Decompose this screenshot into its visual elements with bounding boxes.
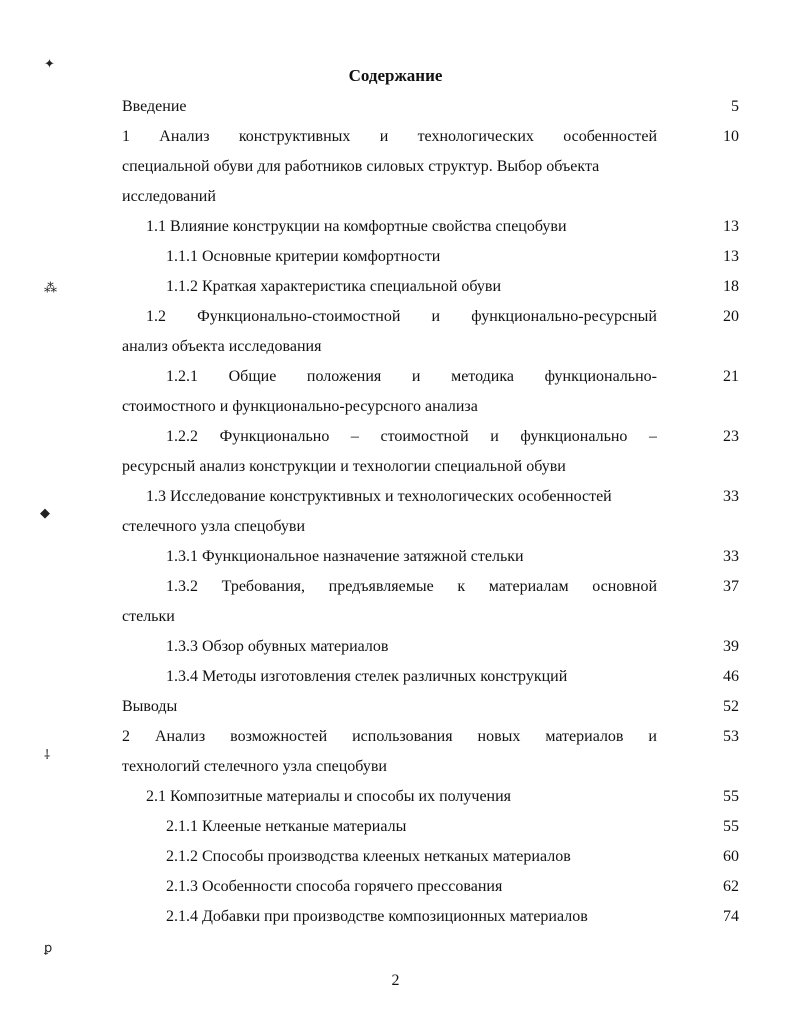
toc-entry-page: 5 <box>731 98 739 115</box>
toc-entry-text: 1 Анализ конструктивных и технологических особенностей <box>122 128 657 145</box>
toc-entry-text: 2.1.1 Клееные нетканые материалы <box>166 818 407 835</box>
toc-entry-page: 55 <box>723 788 739 805</box>
toc-entry-text: ресурсный анализ конструкции и технологии специальной обуви <box>122 458 566 475</box>
toc-entry-text: 2.1 Композитные материалы и способы их получения <box>146 788 512 805</box>
toc-entry-text: 1.1 Влияние конструкции на комфортные свойства спецобуви <box>146 218 567 235</box>
scan-mark-icon: ✦ <box>44 56 55 71</box>
toc-entry-text: 1.3.1 Функциональное назначение затяжной стельки <box>166 548 524 565</box>
toc-entry-page: 13 <box>723 218 739 235</box>
toc-entry-page: 74 <box>723 908 739 925</box>
toc-entry-text: Выводы <box>122 698 178 715</box>
toc-entry-text: 1.2.2 Функционально – стоимостной и функционально – <box>166 428 657 445</box>
toc-entry-text: исследований <box>122 188 216 205</box>
toc-entry-page: 39 <box>723 638 739 655</box>
toc-entry-text: стелечного узла спецобуви <box>122 518 306 535</box>
toc-entry-text: 1.1.2 Краткая характеристика специальной обуви <box>166 278 502 295</box>
toc-entry-text: 1.1.1 Основные критерии комфортности <box>166 248 441 265</box>
toc-entry-page: 10 <box>723 128 739 145</box>
toc-entry-page: 33 <box>723 488 739 505</box>
toc-entry-text: 2.1.4 Добавки при производстве композиционных материалов <box>166 908 588 925</box>
page-number: 2 <box>391 972 400 989</box>
toc-entry-page: 60 <box>723 848 739 865</box>
scan-mark-icon: ⸸ <box>44 747 51 762</box>
toc-entry-page: 37 <box>723 578 739 595</box>
toc-entry-text: стельки <box>122 608 175 625</box>
toc-entry-page: 18 <box>723 278 739 295</box>
toc-entry-page: 20 <box>723 308 739 325</box>
toc-entry-page: 53 <box>723 728 739 745</box>
toc-entry-page: 55 <box>723 818 739 835</box>
toc-entry-text: 1.3.2 Требования, предъявляемые к материалам основной <box>166 578 657 595</box>
toc-entry-text: стоимостного и функционально-ресурсного анализа <box>122 398 478 415</box>
toc-entry-page: 62 <box>723 878 739 895</box>
page-title: Содержание <box>348 66 443 85</box>
toc-entry-text: 2.1.2 Способы производства клееных нетканых материалов <box>166 848 571 865</box>
scan-mark-icon: ꝑ <box>44 940 53 955</box>
toc-entry-text: 1.3 Исследование конструктивных и технологических особенностей <box>146 488 612 505</box>
toc-entry-page: 33 <box>723 548 739 565</box>
toc-entry-text: анализ объекта исследования <box>122 338 322 355</box>
toc-entry-text: 1.3.3 Обзор обувных материалов <box>166 638 389 655</box>
toc-entry-text: специальной обуви для работников силовых структур. Выбор объекта <box>122 158 600 175</box>
toc-entry-text: технологий стелечного узла спецобуви <box>122 758 387 775</box>
toc-entry-page: 46 <box>723 668 739 685</box>
toc-entry-text: 1.2 Функционально-стоимостной и функционально-ресурсный <box>146 308 657 325</box>
toc-entry-page: 52 <box>723 698 739 715</box>
toc-entry-text: 2.1.3 Особенности способа горячего прессования <box>166 878 503 895</box>
toc-entry-text: 2 Анализ возможностей использования новых материалов и <box>122 728 657 745</box>
toc-entry-text: 1.2.1 Общие положения и методика функционально- <box>166 368 657 385</box>
scan-mark-icon: ⁂ <box>44 280 57 295</box>
toc-entry-text: Введение <box>122 98 187 115</box>
toc-entry-page: 23 <box>723 428 739 445</box>
toc-entry-text: 1.3.4 Методы изготовления стелек различных конструкций <box>166 668 568 685</box>
toc-entry-page: 21 <box>723 368 739 385</box>
scan-mark-icon: ◆ <box>40 505 50 520</box>
toc-entry-page: 13 <box>723 248 739 265</box>
